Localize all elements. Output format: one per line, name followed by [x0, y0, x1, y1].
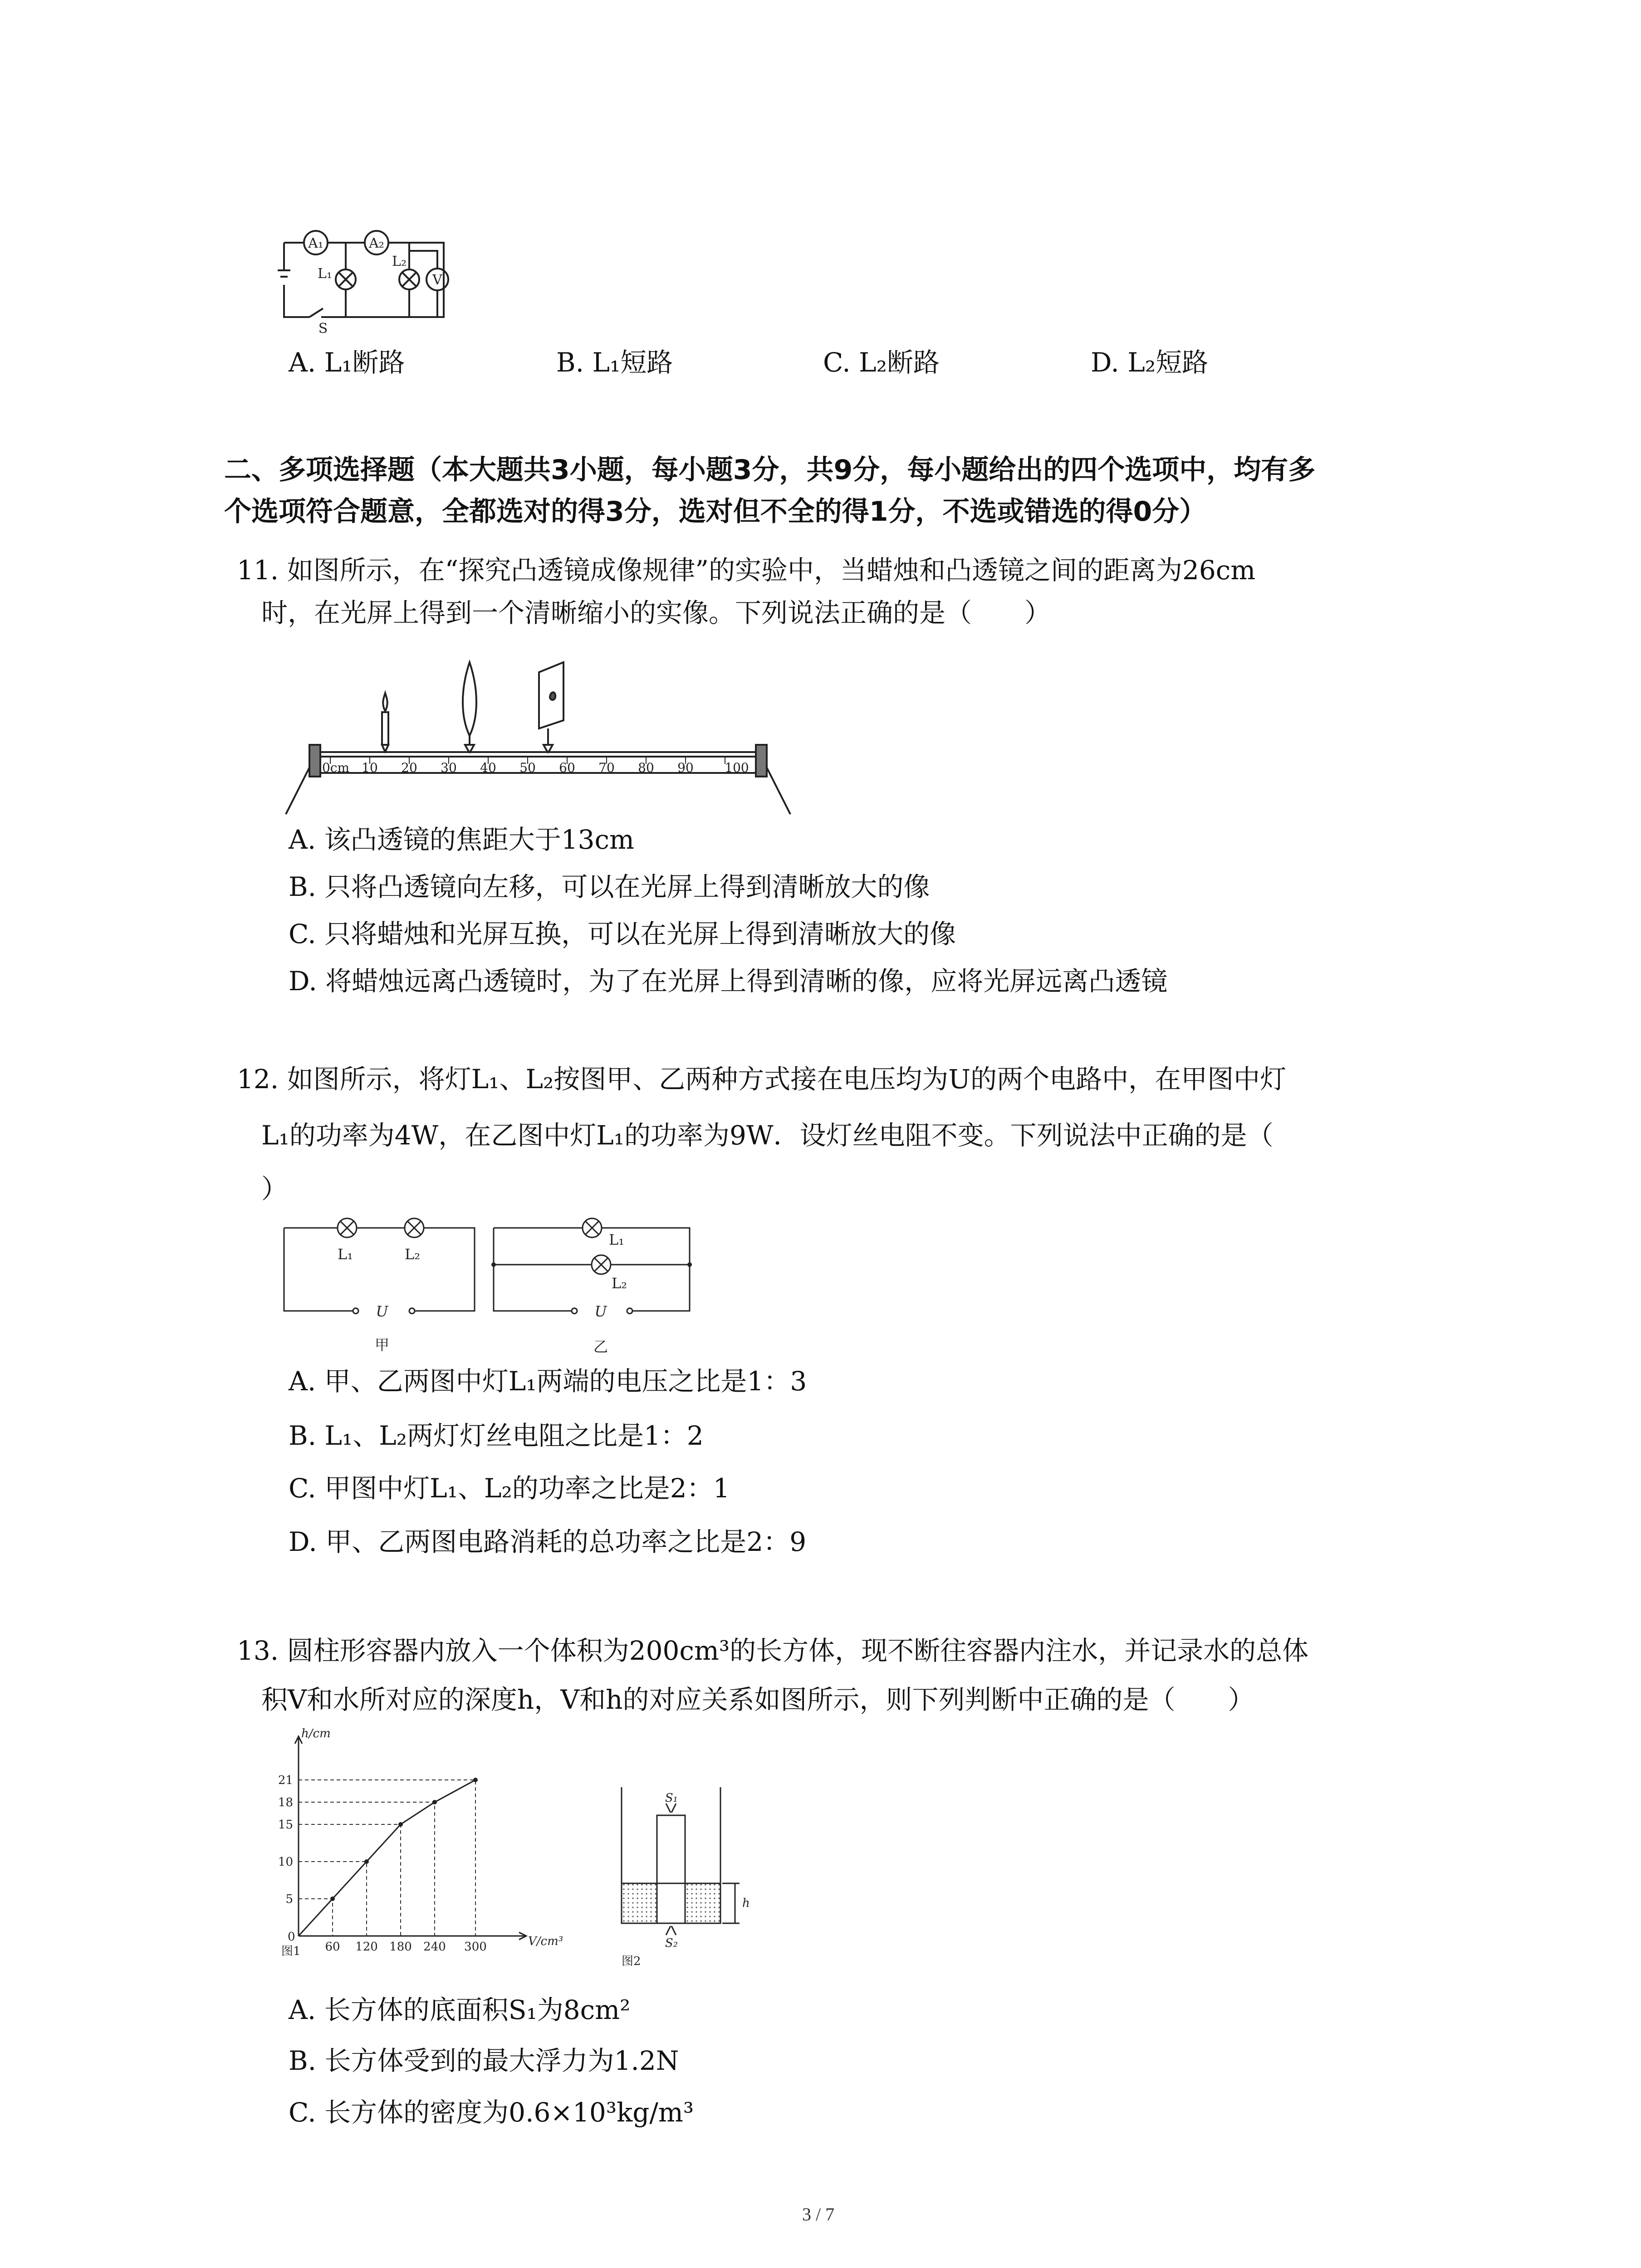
q12-stem-line2: L₁的功率为4W，在乙图中灯L₁的功率为9W．设灯丝电阻不变。下列说法中正确的是（ — [261, 1120, 1274, 1151]
yi-caption: 乙 — [593, 1338, 608, 1355]
jia-l1-label: L₁ — [338, 1246, 353, 1263]
depth-h-label: h — [742, 1897, 750, 1910]
ruler-tick-50: 50 — [519, 760, 536, 775]
q11-option-c: C. 只将蜡烛和光屏互换，可以在光屏上得到清晰放大的像 — [289, 919, 956, 949]
s2-label: S₂ — [665, 1936, 678, 1950]
lens-bench-figure — [277, 640, 798, 816]
q12-option-c: C. 甲图中灯L₁、L₂的功率之比是2：1 — [289, 1473, 730, 1504]
prev-option-c: C. L₂断路 — [823, 347, 940, 378]
y-tick-21: 21 — [278, 1774, 293, 1787]
ruler-tick-0: 0cm — [322, 760, 350, 775]
ammeter-a1-label: A₁ — [308, 235, 323, 251]
graph-caption-2: 图2 — [622, 1955, 641, 1968]
q11-stem-line1: 11. 如图所示，在“探究凸透镜成像规律”的实验中，当蜡烛和凸透镜之间的距离为26cm — [237, 555, 1256, 586]
ruler-tick-10: 10 — [362, 760, 378, 775]
s1-label: S₁ — [665, 1791, 678, 1805]
graph-caption-1: 图1 — [281, 1945, 301, 1958]
y-tick-15: 15 — [278, 1818, 293, 1832]
ruler-tick-70: 70 — [598, 760, 615, 775]
q13-stem-line2: 积V和水所对应的深度h，V和h的对应关系如图所示，则下列判断中正确的是（ ） — [261, 1684, 1254, 1715]
x-tick-120: 120 — [355, 1940, 378, 1954]
q13-option-a: A. 长方体的底面积S₁为8cm² — [289, 1994, 631, 2025]
q12-option-a: A. 甲、乙两图中灯L₁两端的电压之比是1：3 — [289, 1366, 807, 1397]
q12-option-b: B. L₁、L₂两灯灯丝电阻之比是1：2 — [289, 1420, 704, 1451]
q13-option-c: C. 长方体的密度为0.6×10³kg/m³ — [289, 2097, 694, 2128]
yi-l2-label: L₂ — [612, 1275, 627, 1292]
q13-option-b: B. 长方体受到的最大浮力为1.2N — [289, 2045, 679, 2076]
yi-l1-label: L₁ — [609, 1231, 625, 1248]
ruler-tick-80: 80 — [638, 760, 654, 775]
q11-stem-line2: 时，在光屏上得到一个清晰缩小的实像。下列说法正确的是（ ） — [261, 597, 1051, 628]
lamp-l2-label: L₂ — [392, 254, 407, 269]
section-2-heading-line2: 个选项符合题意，全都选对的得3分，选对但不全的得1分，不选或错选的得0分） — [224, 496, 1207, 528]
graph-ylabel: h/cm — [301, 1727, 331, 1740]
ammeter-a2-label: A₂ — [369, 235, 384, 251]
q12-stem-line1: 12. 如图所示，将灯L₁、L₂按图甲、乙两种方式接在电压均为U的两个电路中，在甲图中灯 — [237, 1064, 1287, 1095]
ruler-tick-20: 20 — [401, 760, 417, 775]
prev-option-b: B. L₁短路 — [556, 347, 673, 378]
q11-option-b: B. 只将凸透镜向左移，可以在光屏上得到清晰放大的像 — [289, 871, 930, 902]
q12-option-d: D. 甲、乙两图电路消耗的总功率之比是2：9 — [289, 1526, 807, 1557]
jia-l2-label: L₂ — [405, 1246, 421, 1263]
q12-stem-line3: ） — [261, 1173, 288, 1204]
circuit-figure-q10 — [278, 221, 477, 339]
q12-circuit-figures — [279, 1216, 697, 1365]
graph-xlabel: V/cm³ — [528, 1935, 563, 1948]
y-tick-10: 10 — [278, 1855, 293, 1869]
x-tick-240: 240 — [423, 1940, 446, 1954]
q11-option-d: D. 将蜡烛远离凸透镜时，为了在光屏上得到清晰的像，应将光屏远离凸透镜 — [289, 966, 1168, 997]
voltmeter-label: V — [432, 272, 442, 288]
q13-container-figure — [603, 1778, 771, 1978]
y-tick-18: 18 — [278, 1796, 293, 1809]
x-tick-300: 300 — [464, 1940, 487, 1954]
q11-option-a: A. 该凸透镜的焦距大于13cm — [289, 824, 635, 855]
q13-stem-line1: 13. 圆柱形容器内放入一个体积为200cm³的长方体，现不断往容器内注水，并记录水的总体 — [237, 1635, 1309, 1666]
switch-label: S — [318, 321, 328, 337]
section-2-heading-line1: 二、多项选择题（本大题共3小题，每小题3分，共9分，每小题给出的四个选项中，均有多 — [224, 454, 1316, 486]
page-number: 3 / 7 — [802, 2204, 835, 2224]
ruler-tick-90: 90 — [677, 760, 694, 775]
jia-caption: 甲 — [374, 1336, 390, 1354]
ruler-tick-100: 100 — [725, 760, 749, 775]
ruler-tick-60: 60 — [559, 760, 575, 775]
graph-origin: 0 — [288, 1930, 295, 1944]
x-tick-60: 60 — [325, 1940, 340, 1954]
prev-option-a: A. L₁断路 — [289, 347, 405, 378]
prev-option-d: D. L₂短路 — [1091, 347, 1209, 378]
lamp-l1-label: L₁ — [318, 266, 332, 282]
ruler-tick-40: 40 — [480, 760, 496, 775]
q13-graph-figure — [254, 1724, 572, 1978]
jia-voltage-label: U — [376, 1303, 388, 1320]
yi-voltage-label: U — [594, 1303, 607, 1320]
ruler-tick-30: 30 — [441, 760, 457, 775]
x-tick-180: 180 — [389, 1940, 412, 1954]
y-tick-5: 5 — [285, 1892, 293, 1906]
